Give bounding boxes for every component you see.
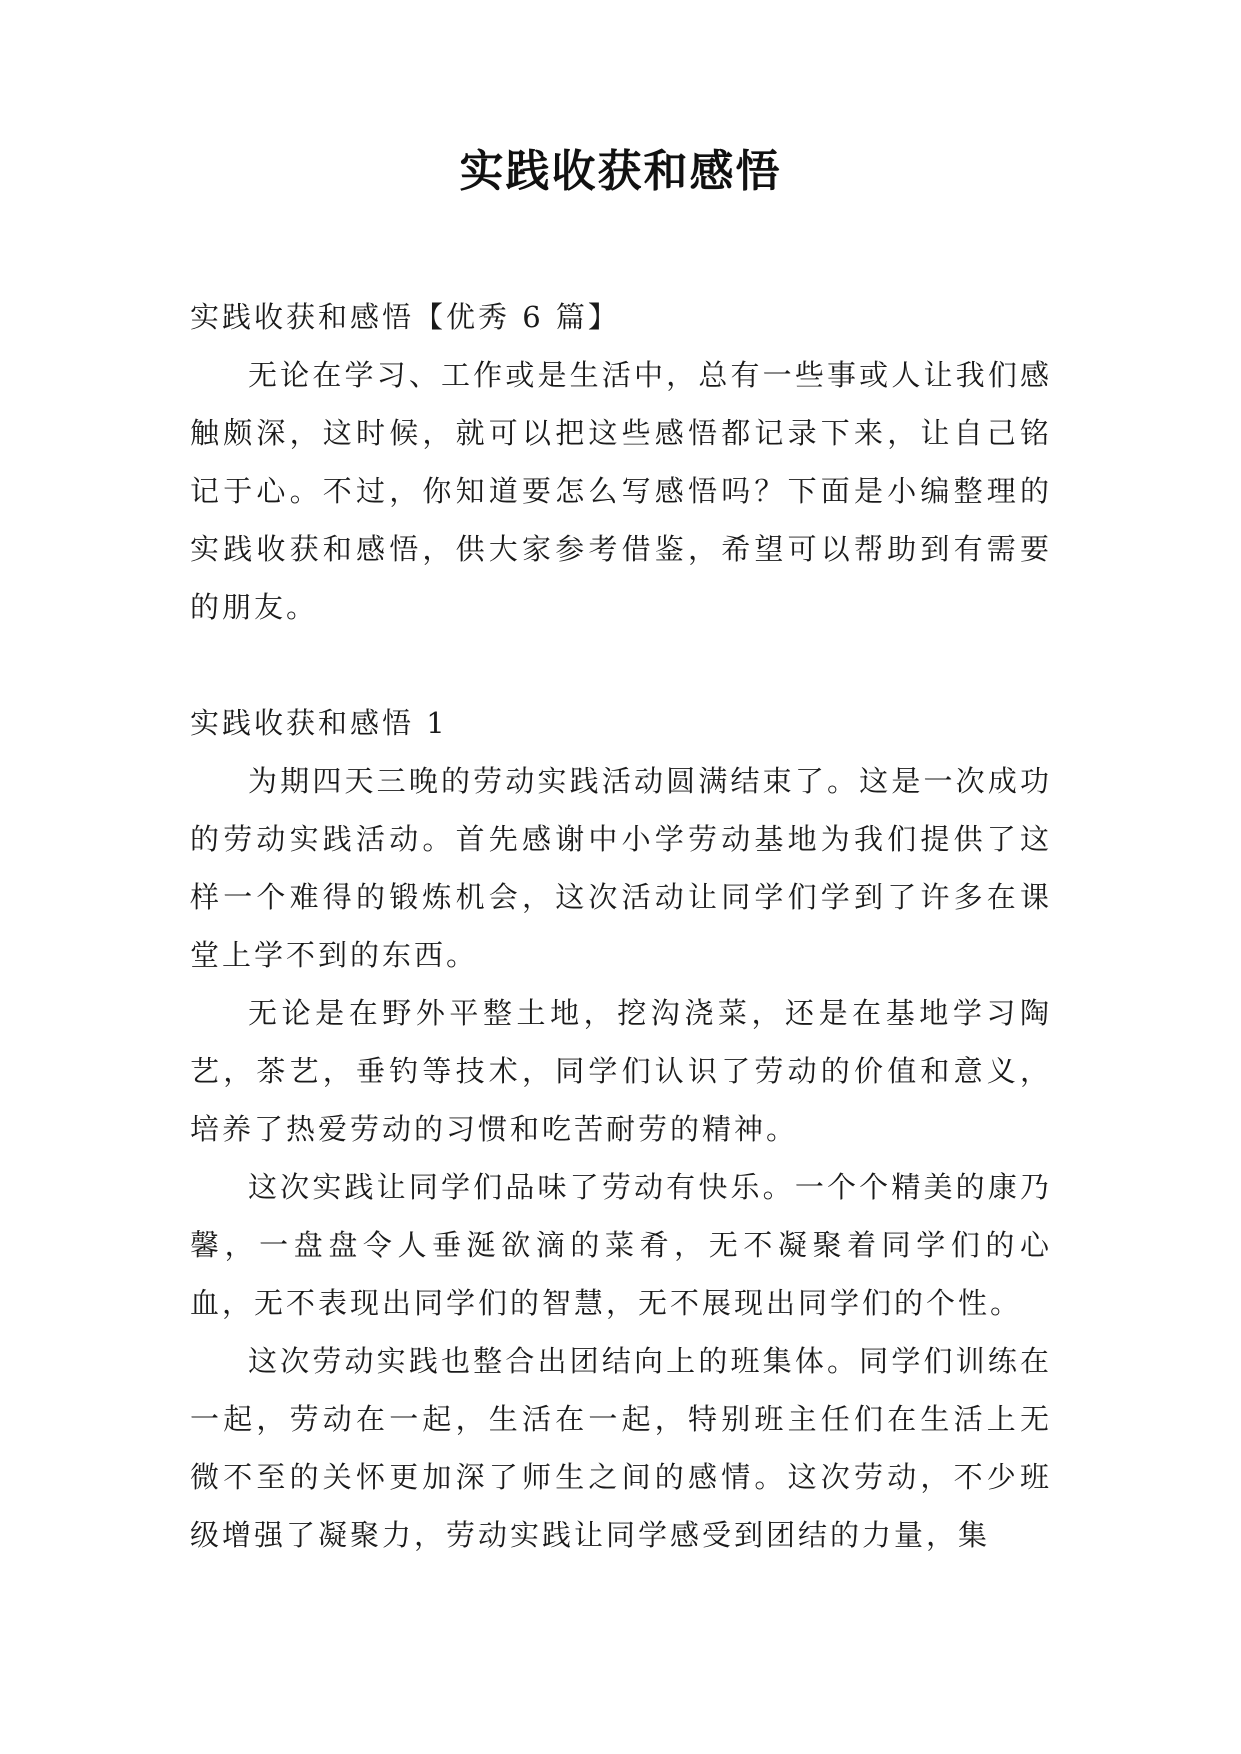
- body-paragraph: 为期四天三晚的劳动实践活动圆满结束了。这是一次成功的劳动实践活动。首先感谢中小学劳动基地为我们提供了这样一个难得的锻炼机会，这次活动让同学们学到了许多在课堂上学不到的东西。: [190, 764, 1052, 972]
- document-title: 实践收获和感悟: [459, 146, 782, 197]
- section-gap: [190, 636, 1052, 694]
- section-heading: 实践收获和感悟 1: [190, 706, 448, 740]
- intro-paragraph: 无论在学习、工作或是生活中，总有一些事或人让我们感触颇深，这时候，就可以把这些感悟都记录下来，让自己铭记于心。不过，你知道要怎么写感悟吗？下面是小编整理的实践收获和感悟，供大家参考借鉴，希望可以帮助到有需要的朋友。: [190, 358, 1052, 624]
- body-paragraph: 这次劳动实践也整合出团结向上的班集体。同学们训练在一起，劳动在一起，生活在一起，特别班主任们在生活上无微不至的关怀更加深了师生之间的感情。这次劳动，不少班级增强了凝聚力，劳动实践让同学感受到团结的力量，集: [190, 1344, 1052, 1552]
- document-body: [190, 288, 1052, 1564]
- body-paragraph: 无论是在野外平整土地，挖沟浇菜，还是在基地学习陶艺，茶艺，垂钓等技术，同学们认识了劳动的价值和意义，培养了热爱劳动的习惯和吃苦耐劳的精神。: [190, 996, 1052, 1146]
- body-paragraph: 这次实践让同学们品味了劳动有快乐。一个个精美的康乃馨，一盘盘令人垂涎欲滴的菜肴，无不凝聚着同学们的心血，无不表现出同学们的智慧，无不展现出同学们的个性。: [190, 1170, 1052, 1320]
- document-subtitle: 实践收获和感悟【优秀 6 篇】: [190, 300, 620, 334]
